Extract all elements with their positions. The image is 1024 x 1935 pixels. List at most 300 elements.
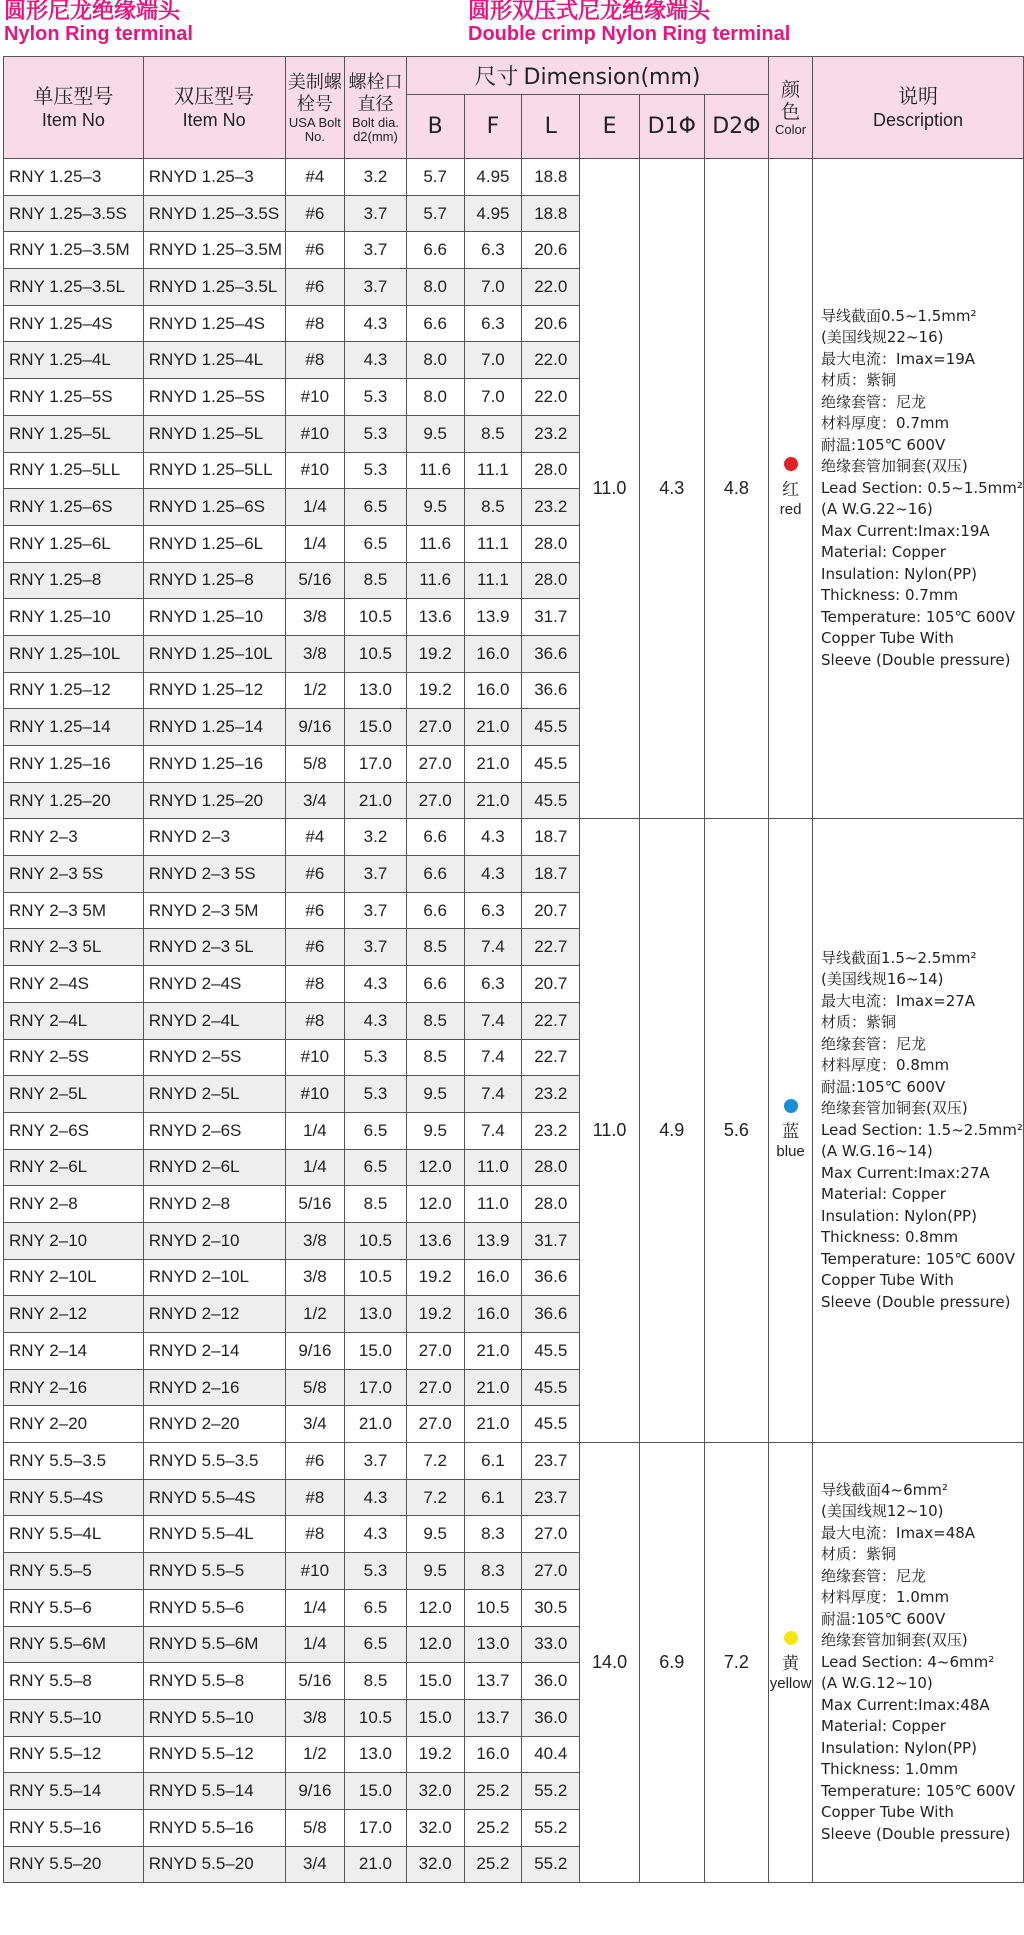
- bolt-dia: 6.5: [345, 1589, 407, 1626]
- dim-l: 45.5: [522, 1406, 580, 1443]
- dim-f: 11.0: [464, 1149, 522, 1186]
- dim-f: 21.0: [464, 1406, 522, 1443]
- single-item-no: RNY 2–3: [4, 819, 144, 856]
- double-item-no: RNYD 2–4S: [143, 966, 285, 1003]
- description-line: 耐温:105℃ 600V: [821, 1077, 946, 1096]
- dim-f: 21.0: [464, 1333, 522, 1370]
- bolt-dia: 21.0: [345, 1406, 407, 1443]
- double-item-no: RNYD 5.5–20: [143, 1846, 285, 1883]
- double-item-no: RNYD 1.25–10: [143, 599, 285, 636]
- dim-d1: 6.9: [639, 1443, 704, 1883]
- dim-f: 7.4: [464, 929, 522, 966]
- double-item-no: RNYD 5.5–4S: [143, 1479, 285, 1516]
- usa-bolt-no: 1/4: [285, 1626, 345, 1663]
- bolt-dia: 15.0: [345, 709, 407, 746]
- dim-f: 13.7: [464, 1663, 522, 1700]
- bolt-dia: 4.3: [345, 342, 407, 379]
- double-item-no: RNYD 1.25–4S: [143, 305, 285, 342]
- bolt-dia: 3.7: [345, 195, 407, 232]
- single-item-no: RNY 5.5–20: [4, 1846, 144, 1883]
- single-item-no: RNY 1.25–14: [4, 709, 144, 746]
- header-b: B: [406, 95, 464, 159]
- single-item-no: RNY 2–5S: [4, 1039, 144, 1076]
- title-double-en: Double crimp Nylon Ring terminal: [468, 23, 791, 45]
- single-item-no: RNY 5.5–6: [4, 1589, 144, 1626]
- dim-l: 40.4: [522, 1736, 580, 1773]
- single-item-no: RNY 1.25–8: [4, 562, 144, 599]
- dim-f: 21.0: [464, 709, 522, 746]
- dim-l: 23.7: [522, 1443, 580, 1480]
- bolt-dia: 10.5: [345, 1222, 407, 1259]
- dim-b: 27.0: [406, 709, 464, 746]
- single-item-no: RNY 1.25–3: [4, 159, 144, 196]
- usa-bolt-no: #6: [285, 269, 345, 306]
- double-item-no: RNYD 5.5–16: [143, 1809, 285, 1846]
- dim-d1: 4.9: [639, 819, 704, 1443]
- double-item-no: RNYD 1.25–6L: [143, 525, 285, 562]
- dim-l: 18.7: [522, 819, 580, 856]
- single-item-no: RNY 2–10: [4, 1222, 144, 1259]
- color-name-cn: 红: [782, 480, 800, 501]
- dim-f: 8.3: [464, 1516, 522, 1553]
- dim-l: 36.0: [522, 1663, 580, 1700]
- single-item-no: RNY 2–12: [4, 1296, 144, 1333]
- usa-bolt-no: 5/8: [285, 1809, 345, 1846]
- usa-bolt-no: 9/16: [285, 709, 345, 746]
- dim-b: 7.2: [406, 1443, 464, 1480]
- usa-bolt-no: 3/4: [285, 782, 345, 819]
- double-item-no: RNYD 2–12: [143, 1296, 285, 1333]
- description-line: 耐温:105℃ 600V: [821, 1609, 946, 1628]
- title-single-cn: 圆形尼龙绝缘端头: [4, 0, 181, 24]
- table-body: [4, 159, 1024, 1883]
- double-item-no: RNYD 1.25–5LL: [143, 452, 285, 489]
- description-line: 耐温:105℃ 600V: [821, 435, 946, 454]
- header-description: 说明 Description: [813, 57, 1024, 159]
- bolt-dia: 5.3: [345, 452, 407, 489]
- double-item-no: RNYD 2–5S: [143, 1039, 285, 1076]
- description-line: 最大电流：Imax=27A: [821, 991, 976, 1010]
- bolt-dia: 15.0: [345, 1333, 407, 1370]
- single-item-no: RNY 5.5–10: [4, 1699, 144, 1736]
- dim-l: 45.5: [522, 746, 580, 783]
- dim-l: 20.7: [522, 966, 580, 1003]
- dim-b: 9.5: [406, 415, 464, 452]
- description-line: Insulation: Nylon(PP): [821, 564, 977, 583]
- double-item-no: RNYD 5.5–6M: [143, 1626, 285, 1663]
- single-item-no: RNY 2–6L: [4, 1149, 144, 1186]
- bolt-dia: 10.5: [345, 1259, 407, 1296]
- usa-bolt-no: 1/4: [285, 489, 345, 526]
- dim-f: 11.1: [464, 525, 522, 562]
- bolt-dia: 3.7: [345, 232, 407, 269]
- page-titles: [0, 0, 1024, 56]
- usa-bolt-no: 3/8: [285, 1259, 345, 1296]
- description-line: (美国线规22~16): [821, 328, 944, 347]
- single-item-no: RNY 2–6S: [4, 1112, 144, 1149]
- usa-bolt-no: 3/8: [285, 1699, 345, 1736]
- single-item-no: RNY 1.25–12: [4, 672, 144, 709]
- single-item-no: RNY 1.25–5S: [4, 379, 144, 416]
- double-item-no: RNYD 2–3: [143, 819, 285, 856]
- dim-b: 5.7: [406, 159, 464, 196]
- dim-l: 30.5: [522, 1589, 580, 1626]
- dim-f: 25.2: [464, 1846, 522, 1883]
- description-line: Thickness: 1.0mm: [821, 1760, 959, 1779]
- usa-bolt-no: 9/16: [285, 1333, 345, 1370]
- dim-b: 6.6: [406, 305, 464, 342]
- dim-f: 4.3: [464, 856, 522, 893]
- single-item-no: RNY 1.25–4S: [4, 305, 144, 342]
- usa-bolt-no: #8: [285, 1516, 345, 1553]
- header-color: 颜色 Color: [769, 57, 813, 159]
- usa-bolt-no: #8: [285, 1002, 345, 1039]
- dim-f: 4.95: [464, 195, 522, 232]
- usa-bolt-no: 1/2: [285, 1296, 345, 1333]
- usa-bolt-no: 5/16: [285, 562, 345, 599]
- dim-e: 11.0: [580, 819, 640, 1443]
- dim-l: 36.6: [522, 1259, 580, 1296]
- single-item-no: RNY 2–3 5M: [4, 892, 144, 929]
- dim-l: 45.5: [522, 1333, 580, 1370]
- dim-l: 28.0: [522, 1186, 580, 1223]
- single-item-no: RNY 1.25–4L: [4, 342, 144, 379]
- single-item-no: RNY 5.5–6M: [4, 1626, 144, 1663]
- dim-b: 15.0: [406, 1699, 464, 1736]
- dim-f: 7.4: [464, 1076, 522, 1113]
- single-item-no: RNY 1.25–6L: [4, 525, 144, 562]
- bolt-dia: 10.5: [345, 599, 407, 636]
- double-item-no: RNYD 2–3 5L: [143, 929, 285, 966]
- description-line: 绝缘套管加铜套(双压): [821, 1099, 968, 1118]
- bolt-dia: 17.0: [345, 746, 407, 783]
- description-line: 导线截面1.5~2.5mm²: [821, 948, 977, 967]
- description-line: 最大电流：Imax=19A: [821, 349, 976, 368]
- header-single-item: 单压型号 Item No: [4, 57, 144, 159]
- single-item-no: RNY 2–8: [4, 1186, 144, 1223]
- description-line: Material: Copper: [821, 543, 946, 562]
- description-line: Max Current:Imax:27A: [821, 1163, 990, 1182]
- double-item-no: RNYD 2–5L: [143, 1076, 285, 1113]
- double-item-no: RNYD 1.25–6S: [143, 489, 285, 526]
- header-f: F: [464, 95, 522, 159]
- dim-b: 6.6: [406, 819, 464, 856]
- bolt-dia: 5.3: [345, 415, 407, 452]
- dim-l: 23.2: [522, 489, 580, 526]
- double-item-no: RNYD 2–6S: [143, 1112, 285, 1149]
- bolt-dia: 8.5: [345, 1663, 407, 1700]
- bolt-dia: 5.3: [345, 1076, 407, 1113]
- usa-bolt-no: 3/4: [285, 1406, 345, 1443]
- dim-f: 6.3: [464, 305, 522, 342]
- dim-f: 6.1: [464, 1443, 522, 1480]
- bolt-dia: 13.0: [345, 1296, 407, 1333]
- dim-f: 8.5: [464, 415, 522, 452]
- dim-b: 6.6: [406, 892, 464, 929]
- single-item-no: RNY 1.25–3.5M: [4, 232, 144, 269]
- single-item-no: RNY 5.5–16: [4, 1809, 144, 1846]
- description-line: Sleeve (Double pressure): [821, 650, 1011, 669]
- table-row: [4, 159, 1024, 196]
- description-line: 材质：紫铜: [821, 1545, 897, 1564]
- header-d2: D2Φ: [704, 95, 769, 159]
- title-double-crimp: [468, 0, 790, 46]
- dim-l: 18.8: [522, 159, 580, 196]
- table-row: [4, 1443, 1024, 1480]
- bolt-dia: 4.3: [345, 1002, 407, 1039]
- dim-b: 12.0: [406, 1626, 464, 1663]
- usa-bolt-no: #10: [285, 452, 345, 489]
- header-dimension: 尺寸 Dimension(mm): [406, 57, 768, 95]
- description-cell: [813, 819, 1024, 1443]
- color-name-cn: 黄: [782, 1654, 800, 1675]
- description-line: Material: Copper: [821, 1717, 946, 1736]
- single-item-no: RNY 5.5–12: [4, 1736, 144, 1773]
- double-item-no: RNYD 1.25–5S: [143, 379, 285, 416]
- dim-l: 36.6: [522, 672, 580, 709]
- description-line: 绝缘套管：尼龙: [821, 392, 927, 411]
- color-name-en: yellow: [769, 1675, 812, 1693]
- dim-f: 13.7: [464, 1699, 522, 1736]
- dim-l: 28.0: [522, 452, 580, 489]
- bolt-dia: 13.0: [345, 672, 407, 709]
- single-item-no: RNY 1.25–3.5L: [4, 269, 144, 306]
- description-line: Copper Tube With: [821, 1803, 954, 1822]
- dim-l: 55.2: [522, 1809, 580, 1846]
- dim-l: 36.6: [522, 1296, 580, 1333]
- dim-f: 16.0: [464, 672, 522, 709]
- description-cell: [813, 159, 1024, 819]
- usa-bolt-no: 3/8: [285, 635, 345, 672]
- dim-f: 6.3: [464, 892, 522, 929]
- single-item-no: RNY 5.5–8: [4, 1663, 144, 1700]
- dim-l: 31.7: [522, 1222, 580, 1259]
- dim-e: 14.0: [580, 1443, 640, 1883]
- description-line: 材质：紫铜: [821, 371, 897, 390]
- bolt-dia: 5.3: [345, 1553, 407, 1590]
- description-line: (A W.G.16~14): [821, 1142, 933, 1161]
- single-item-no: RNY 1.25–16: [4, 746, 144, 783]
- dim-f: 16.0: [464, 1736, 522, 1773]
- bolt-dia: 13.0: [345, 1736, 407, 1773]
- double-item-no: RNYD 1.25–20: [143, 782, 285, 819]
- usa-bolt-no: 1/4: [285, 1149, 345, 1186]
- description-line: Temperature: 105℃ 600V: [821, 1249, 1015, 1268]
- description-line: 绝缘套管加铜套(双压): [821, 457, 968, 476]
- description-line: Sleeve (Double pressure): [821, 1824, 1011, 1843]
- bolt-dia: 3.7: [345, 269, 407, 306]
- dim-f: 13.9: [464, 1222, 522, 1259]
- dim-b: 15.0: [406, 1663, 464, 1700]
- color-cell: [769, 819, 813, 1443]
- usa-bolt-no: 5/8: [285, 1369, 345, 1406]
- description-line: Copper Tube With: [821, 1271, 954, 1290]
- dim-f: 13.9: [464, 599, 522, 636]
- double-item-no: RNYD 2–4L: [143, 1002, 285, 1039]
- dim-b: 8.5: [406, 1002, 464, 1039]
- dim-f: 16.0: [464, 635, 522, 672]
- dim-b: 6.6: [406, 966, 464, 1003]
- usa-bolt-no: #6: [285, 195, 345, 232]
- header-double-item: 双压型号 Item No: [143, 57, 285, 159]
- dim-l: 33.0: [522, 1626, 580, 1663]
- dim-f: 11.0: [464, 1186, 522, 1223]
- double-item-no: RNYD 1.25–3.5L: [143, 269, 285, 306]
- dim-f: 7.4: [464, 1039, 522, 1076]
- dim-l: 28.0: [522, 562, 580, 599]
- dim-l: 20.6: [522, 305, 580, 342]
- usa-bolt-no: 3/8: [285, 1222, 345, 1259]
- single-item-no: RNY 5.5–4S: [4, 1479, 144, 1516]
- dim-f: 21.0: [464, 782, 522, 819]
- description-line: Insulation: Nylon(PP): [821, 1206, 977, 1225]
- color-name-cn: 蓝: [782, 1122, 800, 1143]
- single-item-no: RNY 2–5L: [4, 1076, 144, 1113]
- dim-l: 22.0: [522, 269, 580, 306]
- usa-bolt-no: #6: [285, 1443, 345, 1480]
- dim-l: 27.0: [522, 1516, 580, 1553]
- dim-f: 7.4: [464, 1112, 522, 1149]
- usa-bolt-no: #8: [285, 1479, 345, 1516]
- dim-f: 11.1: [464, 562, 522, 599]
- single-item-no: RNY 1.25–3.5S: [4, 195, 144, 232]
- table-row: [4, 819, 1024, 856]
- bolt-dia: 21.0: [345, 782, 407, 819]
- dim-b: 5.7: [406, 195, 464, 232]
- double-item-no: RNYD 2–8: [143, 1186, 285, 1223]
- title-single-en: Nylon Ring terminal: [4, 23, 193, 45]
- dim-f: 6.1: [464, 1479, 522, 1516]
- bolt-dia: 6.5: [345, 525, 407, 562]
- bolt-dia: 3.2: [345, 819, 407, 856]
- description-line: (A W.G.22~16): [821, 500, 933, 519]
- usa-bolt-no: #6: [285, 856, 345, 893]
- double-item-no: RNYD 1.25–5L: [143, 415, 285, 452]
- dim-b: 19.2: [406, 1736, 464, 1773]
- single-item-no: RNY 2–4S: [4, 966, 144, 1003]
- dim-b: 19.2: [406, 1259, 464, 1296]
- double-item-no: RNYD 2–14: [143, 1333, 285, 1370]
- title-single-crimp: [4, 0, 193, 46]
- bolt-dia: 4.3: [345, 1516, 407, 1553]
- dim-b: 13.6: [406, 599, 464, 636]
- dim-l: 22.0: [522, 342, 580, 379]
- usa-bolt-no: #10: [285, 415, 345, 452]
- double-item-no: RNYD 2–16: [143, 1369, 285, 1406]
- usa-bolt-no: #8: [285, 342, 345, 379]
- header-l: L: [522, 95, 580, 159]
- dim-l: 45.5: [522, 1369, 580, 1406]
- dim-b: 12.0: [406, 1149, 464, 1186]
- bolt-dia: 3.7: [345, 892, 407, 929]
- dim-l: 55.2: [522, 1773, 580, 1810]
- dim-b: 6.6: [406, 232, 464, 269]
- dim-f: 16.0: [464, 1296, 522, 1333]
- single-item-no: RNY 5.5–14: [4, 1773, 144, 1810]
- description-line: Temperature: 105℃ 600V: [821, 1781, 1015, 1800]
- description-line: 材料厚度：1.0mm: [821, 1588, 950, 1607]
- dim-f: 4.3: [464, 819, 522, 856]
- dim-f: 7.0: [464, 379, 522, 416]
- double-item-no: RNYD 2–3 5S: [143, 856, 285, 893]
- dim-f: 7.4: [464, 1002, 522, 1039]
- dim-l: 27.0: [522, 1553, 580, 1590]
- dim-b: 19.2: [406, 635, 464, 672]
- dim-b: 8.0: [406, 269, 464, 306]
- dim-l: 22.7: [522, 1002, 580, 1039]
- single-item-no: RNY 2–4L: [4, 1002, 144, 1039]
- bolt-dia: 3.7: [345, 929, 407, 966]
- single-item-no: RNY 2–20: [4, 1406, 144, 1443]
- dim-b: 8.5: [406, 1039, 464, 1076]
- single-item-no: RNY 1.25–10: [4, 599, 144, 636]
- dim-b: 6.6: [406, 856, 464, 893]
- dim-f: 25.2: [464, 1809, 522, 1846]
- description-line: 绝缘套管：尼龙: [821, 1034, 927, 1053]
- bolt-dia: 3.2: [345, 159, 407, 196]
- description-line: 材料厚度：0.7mm: [821, 414, 950, 433]
- single-item-no: RNY 1.25–6S: [4, 489, 144, 526]
- double-item-no: RNYD 2–3 5M: [143, 892, 285, 929]
- description-line: (A W.G.12~10): [821, 1674, 933, 1693]
- bolt-dia: 4.3: [345, 966, 407, 1003]
- dim-b: 32.0: [406, 1846, 464, 1883]
- dim-f: 8.3: [464, 1553, 522, 1590]
- dim-f: 21.0: [464, 1369, 522, 1406]
- dim-f: 4.95: [464, 159, 522, 196]
- color-name-en: blue: [776, 1143, 805, 1161]
- double-item-no: RNYD 2–10: [143, 1222, 285, 1259]
- dim-d2: 4.8: [704, 159, 769, 819]
- description-line: 导线截面0.5~1.5mm²: [821, 306, 977, 325]
- description-line: Max Current:Imax:48A: [821, 1695, 990, 1714]
- dim-e: 11.0: [580, 159, 640, 819]
- description-line: Thickness: 0.7mm: [821, 586, 959, 605]
- single-item-no: RNY 5.5–5: [4, 1553, 144, 1590]
- dim-b: 27.0: [406, 1406, 464, 1443]
- dim-l: 23.2: [522, 1112, 580, 1149]
- single-item-no: RNY 1.25–20: [4, 782, 144, 819]
- bolt-dia: 3.7: [345, 856, 407, 893]
- color-cell: [769, 159, 813, 819]
- dim-f: 6.3: [464, 966, 522, 1003]
- description-line: 材质：紫铜: [821, 1013, 897, 1032]
- dim-b: 9.5: [406, 1112, 464, 1149]
- description-line: Copper Tube With: [821, 629, 954, 648]
- single-item-no: RNY 1.25–5L: [4, 415, 144, 452]
- double-item-no: RNYD 5.5–14: [143, 1773, 285, 1810]
- description-line: Lead Section: 1.5~2.5mm²: [821, 1120, 1023, 1139]
- single-item-no: RNY 2–3 5S: [4, 856, 144, 893]
- dim-b: 27.0: [406, 782, 464, 819]
- double-item-no: RNYD 5.5–8: [143, 1663, 285, 1700]
- dim-l: 20.6: [522, 232, 580, 269]
- description-line: Material: Copper: [821, 1185, 946, 1204]
- dim-l: 23.2: [522, 1076, 580, 1113]
- usa-bolt-no: 5/8: [285, 746, 345, 783]
- dim-f: 13.0: [464, 1626, 522, 1663]
- double-item-no: RNYD 1.25–8: [143, 562, 285, 599]
- usa-bolt-no: #6: [285, 892, 345, 929]
- bolt-dia: 3.7: [345, 1443, 407, 1480]
- dim-b: 9.5: [406, 489, 464, 526]
- dim-b: 19.2: [406, 1296, 464, 1333]
- description-line: 导线截面4~6mm²: [821, 1480, 948, 1499]
- dim-l: 55.2: [522, 1846, 580, 1883]
- header-bolt-dia: 螺栓口直径 Bolt dia. d2(mm): [345, 57, 407, 159]
- dim-b: 11.6: [406, 452, 464, 489]
- single-item-no: RNY 2–16: [4, 1369, 144, 1406]
